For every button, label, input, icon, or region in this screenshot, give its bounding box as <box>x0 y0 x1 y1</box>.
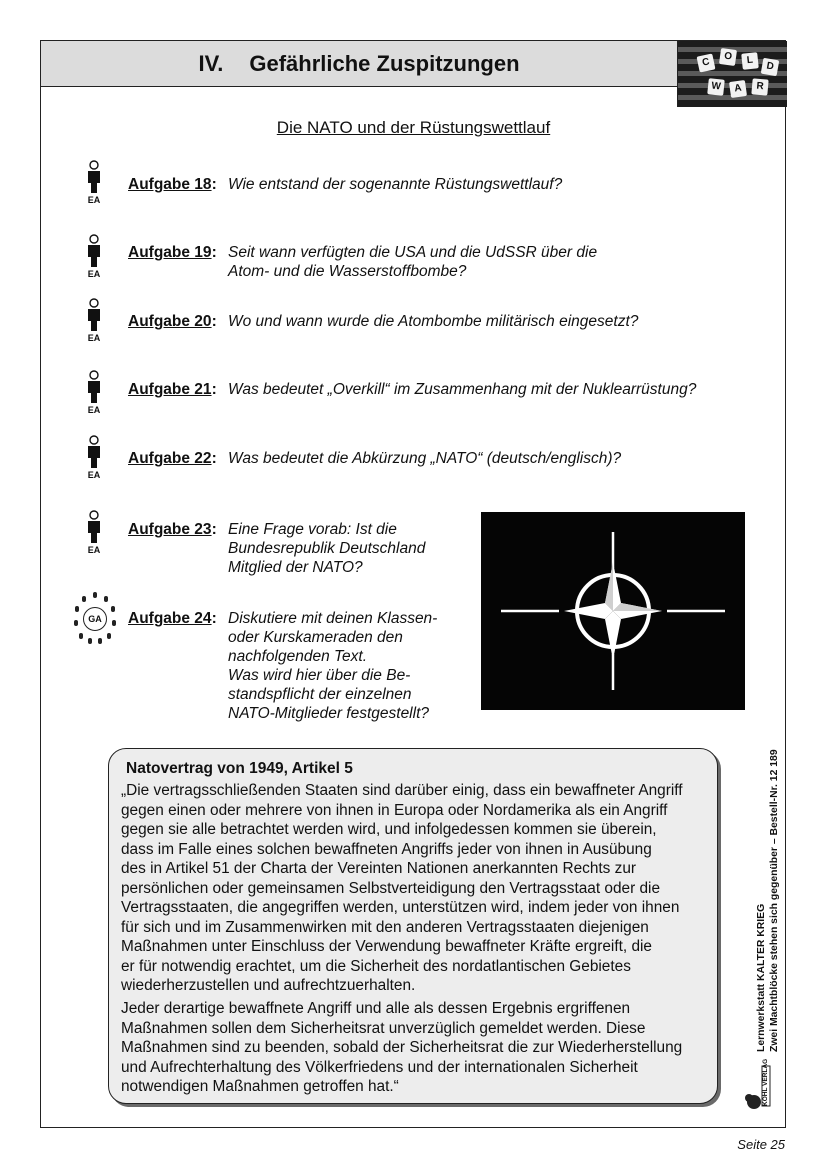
ga-label: GA <box>83 607 107 631</box>
individual-work-icon: EA <box>82 370 106 415</box>
badge-letter: A <box>729 80 747 98</box>
person-icon <box>85 370 103 404</box>
chapter-number: IV. <box>198 50 224 76</box>
cold-war-badge <box>677 41 787 107</box>
page-number: Seite 25 <box>737 1137 785 1152</box>
task-23: Aufgabe 23: Eine Frage vorab: Ist die Bundesrepublik Deutschland Mitglied der NATO? <box>128 521 426 576</box>
task-label: Aufgabe 23 <box>128 521 212 538</box>
task-24: Aufgabe 24: Diskutiere mit deinen Klassen- oder Kurskameraden den nachfolgenden Text. Was wird hier über die Be- standspflicht der einzelnen NATO-Mitglieder festgestellt? <box>128 610 438 722</box>
badge-letter: C <box>697 54 716 73</box>
task-20: Aufgabe 20: Wo und wann wurde die Atombombe militärisch eingesetzt? <box>128 313 639 330</box>
badge-letter: L <box>741 52 759 70</box>
person-icon <box>85 234 103 268</box>
section-subtitle: Die NATO und der Rüstungswettlauf <box>276 118 551 137</box>
chapter-title: Gefährliche Zuspitzungen <box>249 50 520 76</box>
person-icon <box>85 298 103 332</box>
treaty-paragraph-1: „Die vertragsschließenden Staaten sind darüber einig, dass ein bewaffneter Angriff gegen einen oder mehrere von ihnen in Europa oder Nordamerika als ein Angriff gegen sie alle betrachtet werden wird, und infolgedessen kommen sie überein, dass im Falle eines solchen bewaffneten Angriffs jeder von ihnen in Ausübung des in Artikel 51 der Charta der Vereinten Nationen anerkannten Rechts zur persönlichen oder gemeinsamen Selbstverteidigung den Vertragsstaat oder die Vertragsstaaten, die angegriffen werden, unterstützen wird, indem jeder von ihnen für sich und im Zusammenwirken mit den anderen Vertragsstaaten diejenigen Maßnahmen unter Einschluss der Verwendung bewaffneter Kräfte ergreift, die er für notwendig erachtet, um die Sicherheit des nordatlantischen Gebietes wiederherzustellen und aufrechtzuerhalten. <box>121 782 683 994</box>
person-icon <box>85 160 103 194</box>
badge-letter: W <box>707 78 725 96</box>
task-label: Aufgabe 20 <box>128 313 212 330</box>
publisher-name: KOHL VERLAG <box>762 1058 769 1106</box>
person-icon <box>85 510 103 544</box>
chapter-header <box>41 41 677 87</box>
task-question: Diskutiere mit deinen Klassen- oder Kurskameraden den nachfolgenden Text. Was wird hier über die Be- standspflicht der einzelnen NATO-Mitglieder festgestellt? <box>228 610 438 722</box>
individual-work-icon: EA <box>82 234 106 279</box>
treaty-textbox <box>108 748 718 1104</box>
group-work-icon <box>74 592 116 646</box>
task-18: Aufgabe 18: Wie entstand der sogenannte Rüstungswettlauf? <box>128 176 563 193</box>
badge-letter: O <box>719 48 737 66</box>
task-question: Eine Frage vorab: Ist die Bundesrepublik Deutschland Mitglied der NATO? <box>228 521 426 576</box>
task-question: Wo und wann wurde die Atombombe militärisch eingesetzt? <box>228 313 639 330</box>
task-21: Aufgabe 21: Was bedeutet „Overkill“ im Zusammenhang mit der Nuklearrüstung? <box>128 381 697 398</box>
task-question: Wie entstand der sogenannte Rüstungswettlauf? <box>228 176 563 193</box>
individual-work-icon: EA <box>82 298 106 343</box>
individual-work-icon <box>82 160 106 205</box>
individual-work-icon: EA <box>82 435 106 480</box>
task-label: Aufgabe 21 <box>128 381 212 398</box>
side-series-title: Lernwerkstatt KALTER KRIEG <box>756 903 767 1052</box>
individual-work-icon: EA <box>82 510 106 555</box>
treaty-paragraph-2: Jeder derartige bewaffnete Angriff und alle als dessen Ergebnis ergriffenen Maßnahmen sollen dem Sicherheitsrat unverzüglich gemeldet werden. Diese Maßnahmen sind zu beenden, sobald der Sicherheitsrat die zur Wiederherstellung und Aufrechterhaltung des Völkerfriedens und der internationalen Sicherheit notwendigen Maßnahmen getroffen hat.“ <box>121 1000 683 1095</box>
task-19: Aufgabe 19: Seit wann verfügten die USA und die UdSSR über die Atom- und die Wasserstoffbombe? <box>128 244 598 280</box>
publisher-logo <box>744 1060 774 1112</box>
task-label: Aufgabe 19 <box>128 244 212 261</box>
nato-compass-rose-icon <box>481 512 745 710</box>
ea-label: EA <box>87 195 101 205</box>
task-question: Seit wann verfügten die USA und die UdSSR über die Atom- und die Wasserstoffbombe? <box>228 244 598 280</box>
task-label: Aufgabe 24 <box>128 610 212 627</box>
nato-flag-image <box>481 512 745 710</box>
task-22: Aufgabe 22: Was bedeutet die Abkürzung „NATO“ (deutsch/englisch)? <box>128 450 622 467</box>
task-question: Was bedeutet „Overkill“ im Zusammenhang mit der Nuklearrüstung? <box>228 381 697 398</box>
badge-letter: R <box>751 78 768 95</box>
side-order-number: Zwei Machtblöcke stehen sich gegenüber – Bestell-Nr. 12 189 <box>769 749 780 1052</box>
task-label: Aufgabe 22 <box>128 450 212 467</box>
task-label: Aufgabe 18 <box>128 176 212 193</box>
person-icon <box>85 435 103 469</box>
textbox-heading: Natovertrag von 1949, Artikel 5 <box>126 760 353 777</box>
badge-letter: D <box>761 58 780 77</box>
task-question: Was bedeutet die Abkürzung „NATO“ (deutsch/englisch)? <box>228 450 622 467</box>
